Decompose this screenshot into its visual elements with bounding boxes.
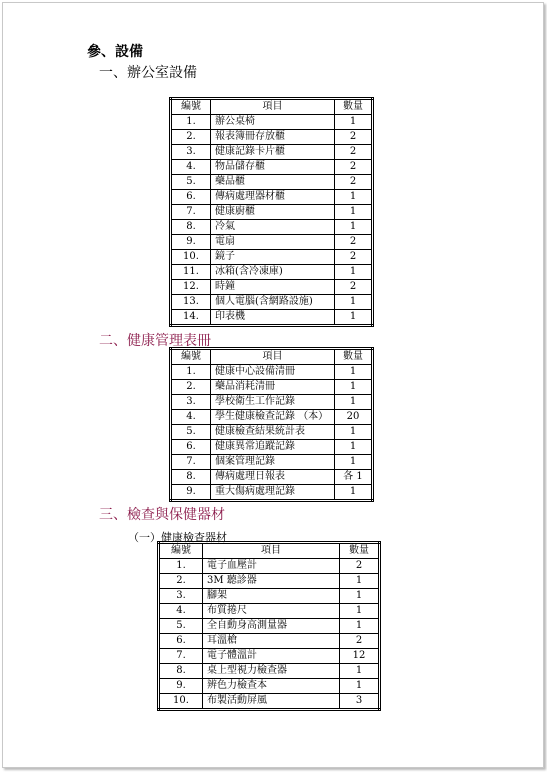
- row-quantity: 1: [335, 115, 373, 130]
- table-row: [171, 220, 373, 235]
- row-number: 7.: [171, 205, 211, 220]
- row-quantity: 1: [335, 440, 373, 455]
- row-item: 桌上型視力檢查器: [203, 664, 340, 679]
- table-header-row: [159, 543, 380, 559]
- row-item: 藥品消耗清冊: [211, 380, 335, 395]
- table-row: [171, 485, 373, 501]
- row-item: 傳病處理日報表: [211, 470, 335, 485]
- row-number: 8.: [171, 220, 211, 235]
- table-row: [171, 175, 373, 190]
- table-row: [171, 205, 373, 220]
- row-number: 3.: [159, 589, 203, 604]
- header-item: 項目: [211, 349, 335, 365]
- row-number: 3.: [171, 145, 211, 160]
- table-row: [171, 265, 373, 280]
- row-quantity: 2: [335, 145, 373, 160]
- row-quantity: 2: [335, 160, 373, 175]
- table-row: [159, 634, 380, 649]
- row-number: 14.: [171, 310, 211, 326]
- table-row: [159, 589, 380, 604]
- header-quantity: 數量: [335, 99, 373, 115]
- row-number: 4.: [159, 604, 203, 619]
- row-quantity: 1: [335, 310, 373, 326]
- table-header-row: [171, 99, 373, 115]
- table-row: [171, 470, 373, 485]
- row-item: 健康廚櫃: [211, 205, 335, 220]
- office-equipment-table: [169, 97, 374, 327]
- row-number: 11.: [171, 265, 211, 280]
- row-number: 12.: [171, 280, 211, 295]
- table-header-row: [171, 349, 373, 365]
- row-quantity: 2: [335, 130, 373, 145]
- row-quantity: 1: [340, 664, 380, 679]
- row-number: 1.: [171, 365, 211, 380]
- row-item: 學校衛生工作記錄: [211, 395, 335, 410]
- row-quantity: 1: [340, 604, 380, 619]
- section-1-heading: 一、辦公室設備: [99, 65, 197, 81]
- table-row: [171, 310, 373, 326]
- row-item: 個人電腦(含網路設施): [211, 295, 335, 310]
- row-item: 全自動身高測量器: [203, 619, 340, 634]
- table-row: [171, 295, 373, 310]
- header-quantity: 數量: [340, 543, 380, 559]
- row-quantity: 1: [340, 619, 380, 634]
- row-quantity: 1: [335, 265, 373, 280]
- row-item: 時鐘: [211, 280, 335, 295]
- row-quantity: 1: [335, 295, 373, 310]
- row-number: 6.: [159, 634, 203, 649]
- row-number: 1.: [171, 115, 211, 130]
- table-row: [171, 160, 373, 175]
- table-body: [171, 115, 373, 326]
- main-heading: 參、設備: [87, 44, 143, 60]
- row-number: 10.: [171, 250, 211, 265]
- row-number: 2.: [171, 130, 211, 145]
- row-number: 3.: [171, 395, 211, 410]
- row-quantity: 2: [340, 559, 380, 574]
- row-number: 8.: [159, 664, 203, 679]
- table-row: [159, 619, 380, 634]
- row-item: 布製活動屏風: [203, 694, 340, 710]
- table-row: [159, 604, 380, 619]
- table-row: [171, 380, 373, 395]
- row-item: 辨色力檢查本: [203, 679, 340, 694]
- row-quantity: 1: [335, 425, 373, 440]
- table-row: [159, 649, 380, 664]
- row-quantity: 1: [335, 395, 373, 410]
- table-row: [171, 425, 373, 440]
- row-item: 報表簿冊存放櫃: [211, 130, 335, 145]
- table-row: [171, 410, 373, 425]
- row-item: 健康中心設備清冊: [211, 365, 335, 380]
- row-item: 健康異常追蹤記錄: [211, 440, 335, 455]
- row-quantity: 2: [335, 175, 373, 190]
- table-body: [159, 559, 380, 710]
- table-row: [159, 559, 380, 574]
- row-quantity: 1: [340, 589, 380, 604]
- table-row: [171, 365, 373, 380]
- row-item: 健康檢查結果統計表: [211, 425, 335, 440]
- table-row: [171, 235, 373, 250]
- row-quantity: 1: [340, 679, 380, 694]
- row-number: 9.: [159, 679, 203, 694]
- row-item: 電子體溫計: [203, 649, 340, 664]
- row-number: 13.: [171, 295, 211, 310]
- row-item: 辦公桌椅: [211, 115, 335, 130]
- table-row: [171, 280, 373, 295]
- row-item: 布質捲尺: [203, 604, 340, 619]
- row-quantity: 3: [340, 694, 380, 710]
- section-2-heading: 二、健康管理表冊: [99, 333, 211, 349]
- row-quantity: 2: [340, 634, 380, 649]
- row-item: 重大傷病處理記錄: [211, 485, 335, 501]
- row-quantity: 1: [335, 190, 373, 205]
- table-row: [171, 440, 373, 455]
- table-row: [159, 694, 380, 710]
- table-row: [171, 395, 373, 410]
- row-number: 1.: [159, 559, 203, 574]
- table-row: [159, 679, 380, 694]
- table-row: [159, 664, 380, 679]
- row-number: 7.: [171, 455, 211, 470]
- row-number: 5.: [171, 425, 211, 440]
- row-number: 2.: [171, 380, 211, 395]
- health-check-equipment-table: [157, 541, 381, 711]
- header-number: 編號: [171, 349, 211, 365]
- table-row: [171, 115, 373, 130]
- header-item: 項目: [203, 543, 340, 559]
- table-row: [171, 455, 373, 470]
- table-row: [159, 574, 380, 589]
- row-number: 9.: [171, 485, 211, 501]
- row-number: 5.: [171, 175, 211, 190]
- row-number: 6.: [171, 440, 211, 455]
- row-number: 4.: [171, 410, 211, 425]
- row-quantity: 1: [335, 380, 373, 395]
- row-quantity: 2: [335, 250, 373, 265]
- row-number: 8.: [171, 470, 211, 485]
- row-item: 傳病處理器材櫃: [211, 190, 335, 205]
- section-3-subheading: （一）健康檢查器材: [128, 531, 227, 544]
- row-quantity: 1: [335, 205, 373, 220]
- row-quantity: 1: [335, 455, 373, 470]
- row-item: 物品儲存櫃: [211, 160, 335, 175]
- table-row: [171, 190, 373, 205]
- health-records-table: [169, 347, 374, 502]
- table-row: [171, 250, 373, 265]
- row-item: 腳架: [203, 589, 340, 604]
- row-number: 7.: [159, 649, 203, 664]
- row-item: 健康記錄卡片櫃: [211, 145, 335, 160]
- row-number: 9.: [171, 235, 211, 250]
- header-number: 編號: [159, 543, 203, 559]
- row-quantity: 1: [335, 220, 373, 235]
- table-row: [171, 130, 373, 145]
- row-item: 學生健康檢查記錄 （本）: [211, 410, 335, 425]
- row-number: 6.: [171, 190, 211, 205]
- row-item: 冷氣: [211, 220, 335, 235]
- row-number: 10.: [159, 694, 203, 710]
- row-quantity: 各 1: [335, 470, 373, 485]
- section-3-heading: 三、檢查與保健器材: [99, 507, 225, 523]
- row-item: 印表機: [211, 310, 335, 326]
- row-number: 5.: [159, 619, 203, 634]
- row-item: 耳溫槍: [203, 634, 340, 649]
- table-body: [171, 365, 373, 501]
- row-item: 鏡子: [211, 250, 335, 265]
- row-number: 4.: [171, 160, 211, 175]
- row-quantity: 1: [335, 485, 373, 501]
- row-item: 電扇: [211, 235, 335, 250]
- row-item: 電子血壓計: [203, 559, 340, 574]
- row-item: 3M 聽診器: [203, 574, 340, 589]
- row-quantity: 2: [335, 235, 373, 250]
- row-quantity: 1: [335, 365, 373, 380]
- table-row: [171, 145, 373, 160]
- row-item: 藥品櫃: [211, 175, 335, 190]
- header-quantity: 數量: [335, 349, 373, 365]
- row-quantity: 1: [340, 574, 380, 589]
- row-item: 冰箱(含冷凍庫): [211, 265, 335, 280]
- row-item: 個案管理記錄: [211, 455, 335, 470]
- row-quantity: 2: [335, 280, 373, 295]
- row-quantity: 12: [340, 649, 380, 664]
- header-number: 編號: [171, 99, 211, 115]
- row-number: 2.: [159, 574, 203, 589]
- header-item: 項目: [211, 99, 335, 115]
- row-quantity: 20: [335, 410, 373, 425]
